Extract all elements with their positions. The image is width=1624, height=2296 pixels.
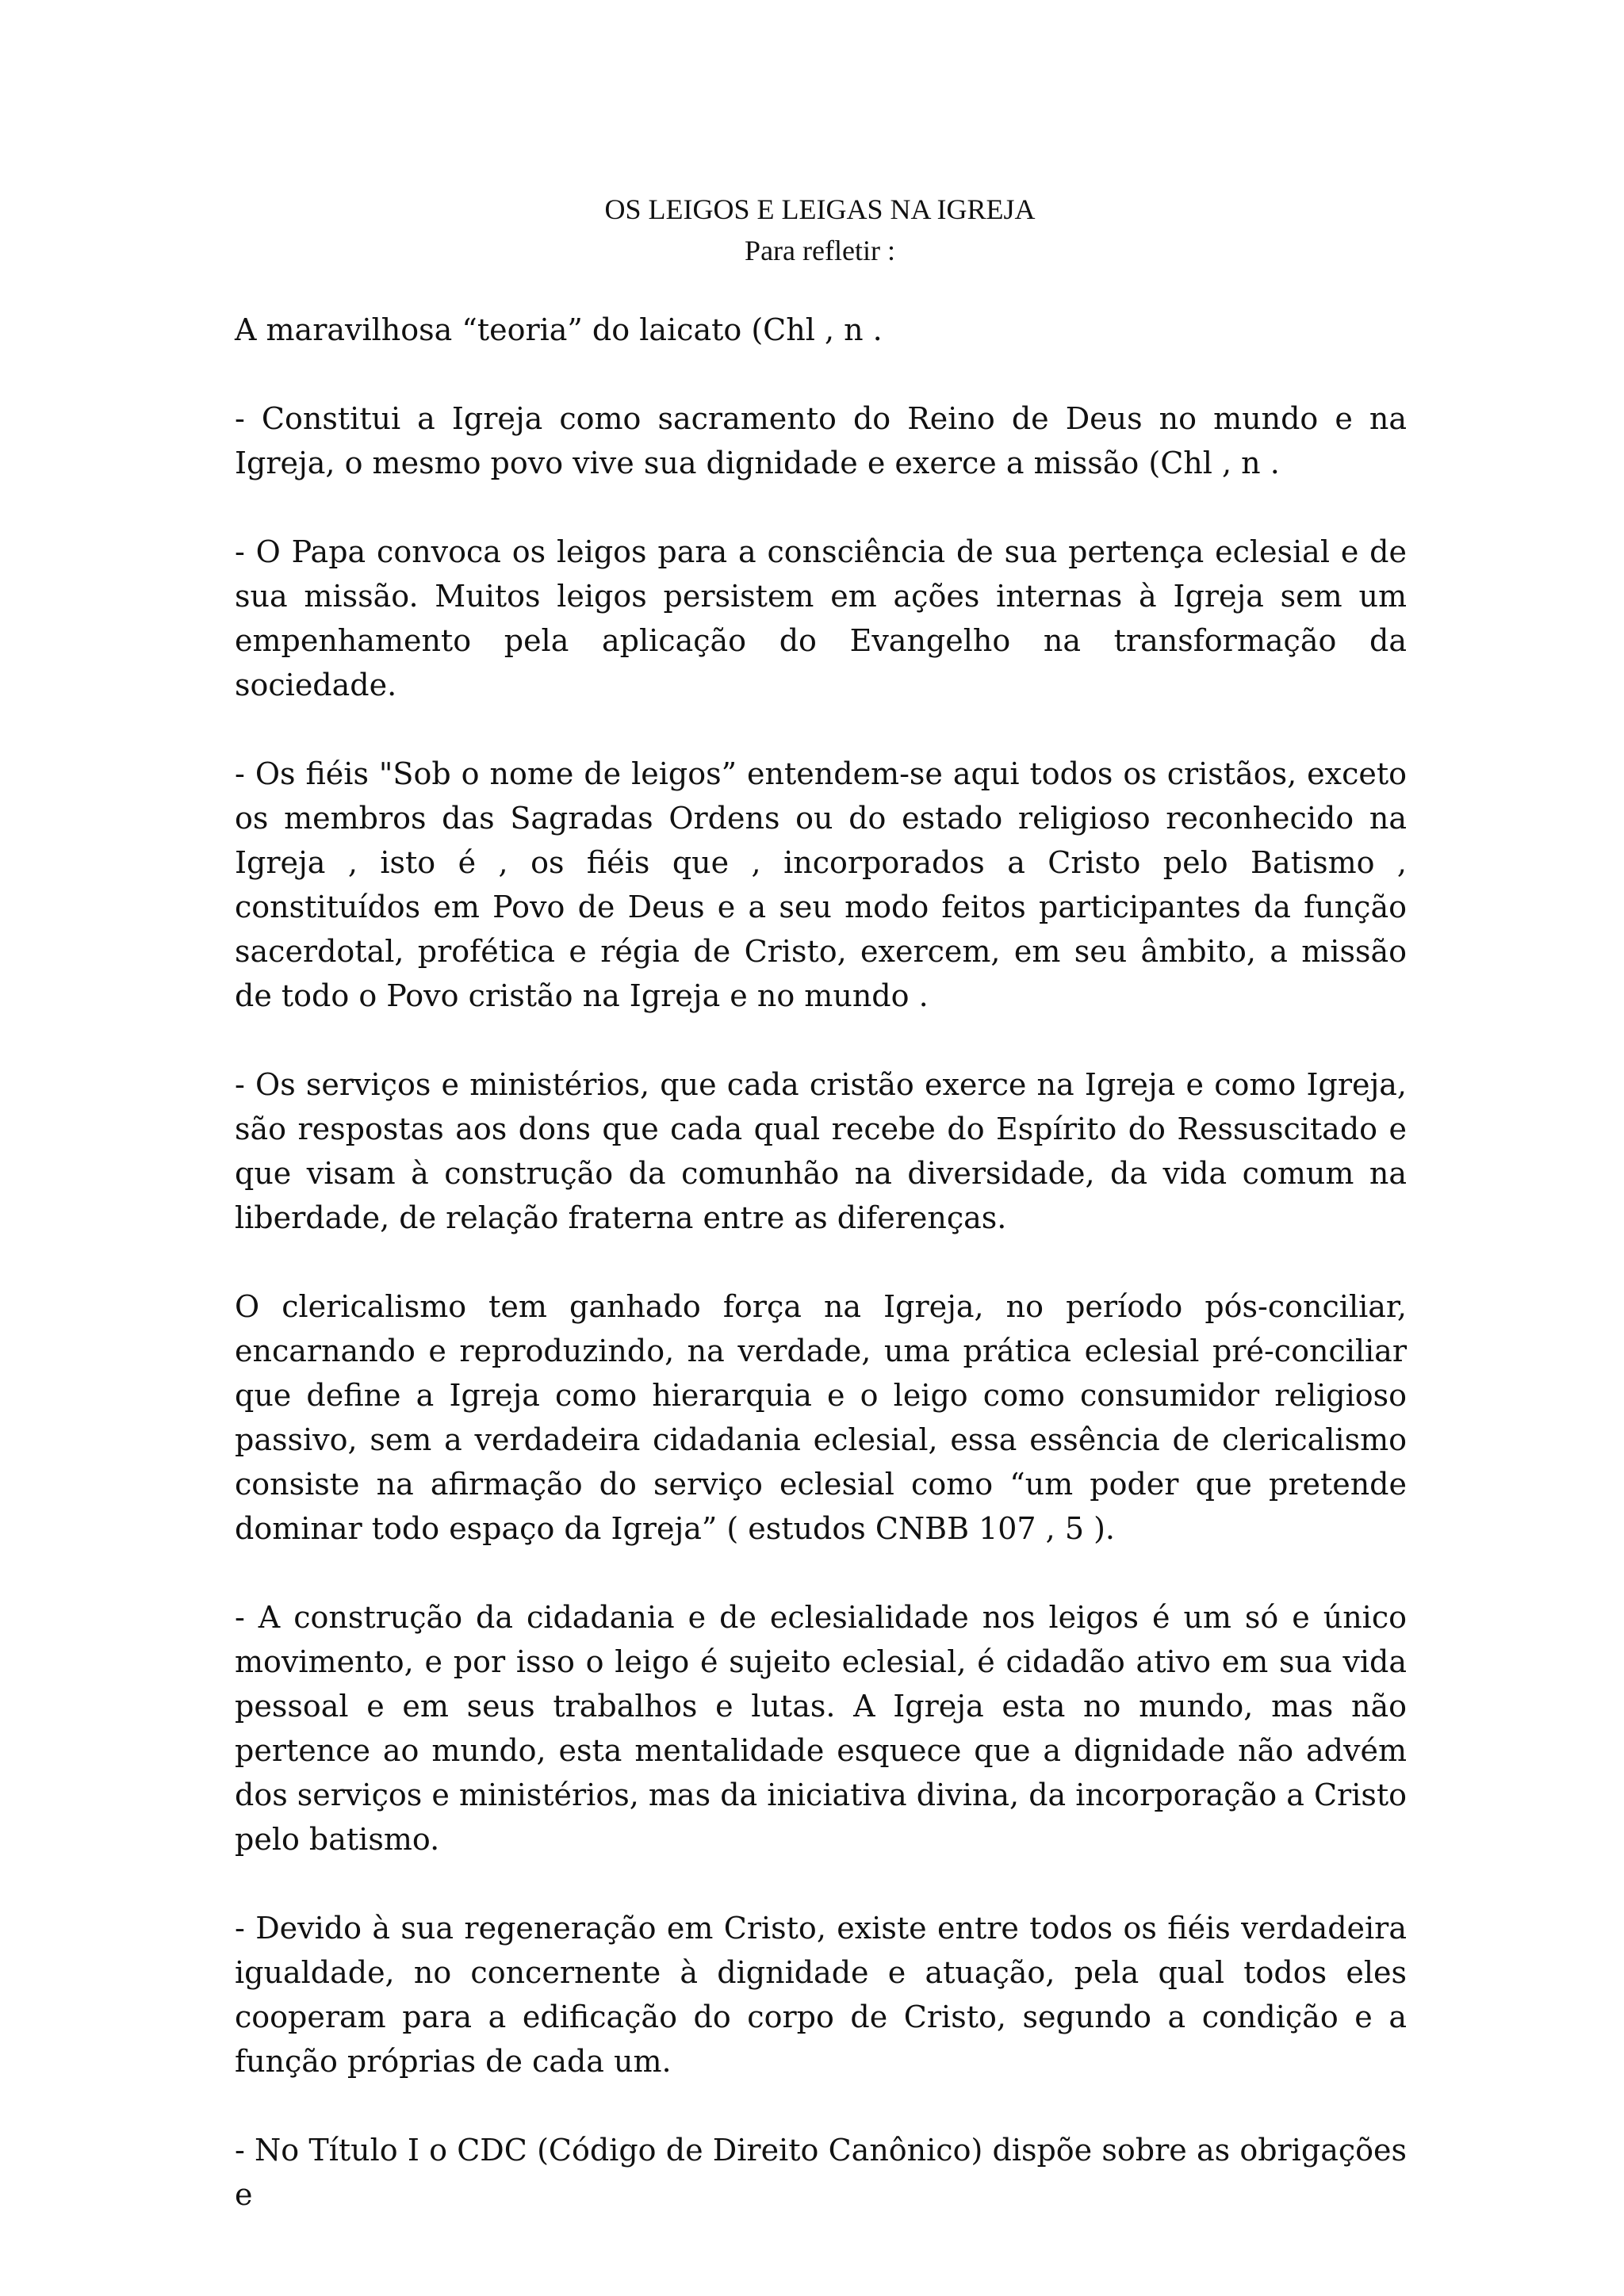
paragraph-sacramento: - Constitui a Igreja como sacramento do Reino de Deus no mundo e na Igreja, o mesmo povo vive sua dignidade e exerce a missão (Chl , n . — [235, 401, 1407, 480]
paragraph-regeneracao: - Devido à sua regeneração em Cristo, existe entre todos os fiéis verdadeira igualdade, no concernente à dignidade e atuação, pela qual todos eles cooperam para a edificação do corpo de Cristo, segundo a condição e a função próprias de cada um. — [235, 1911, 1407, 2079]
document-subtitle: Para refletir : — [745, 235, 895, 266]
document-body — [235, 308, 1407, 2217]
paragraph-servicos: - Os serviços e ministérios, que cada cristão exerce na Igreja e como Igreja, são respostas aos dons que cada qual recebe do Espírito do Ressuscitado e que visam à construção da comunhão na diversidade, da vida comum na liberdade, de relação fraterna entre as diferenças. — [235, 1067, 1407, 1235]
paragraph-intro: A maravilhosa “teoria” do laicato (Chl , n . — [235, 312, 883, 347]
document-title: OS LEIGOS E LEIGAS NA IGREJA — [604, 193, 1036, 225]
paragraph-cdc: - No Título I o CDC (Código de Direito Canônico) dispõe sobre as obrigações e — [235, 2133, 1407, 2212]
paragraph-fieis: - Os fiéis "Sob o nome de leigos” entendem-se aqui todos os cristãos, exceto os membros das Sagradas Ordens ou do estado religioso reconhecido na Igreja , isto é , os fiéis que , incorporados a Cristo pelo Batismo , constituídos em Povo de Deus e a seu modo feitos participantes da função sacerdotal, profética e régia de Cristo, exercem, em seu âmbito, a missão de todo o Povo cristão na Igreja e no mundo . — [235, 756, 1407, 1013]
paragraph-clericalismo: O clericalismo tem ganhado força na Igreja, no período pós-conciliar, encarnando e reproduzindo, na verdade, uma prática eclesial pré-conciliar que define a Igreja como hierarquia e o leigo como consumidor religioso passivo, sem a verdadeira cidadania eclesial, essa essência de clericalismo consiste na afirmação do serviço eclesial como “um poder que pretende dominar todo espaço da Igreja” ( estudos CNBB 107 , 5 ). — [235, 1289, 1407, 1546]
paragraph-papa: - O Papa convoca os leigos para a consciência de sua pertença eclesial e de sua missão. Muitos leigos persistem em ações internas à Igreja sem um empenhamento pela aplicação do Evangelho na transformação da sociedade. — [235, 534, 1407, 702]
paragraph-cidadania: - A construção da cidadania e de eclesialidade nos leigos é um só e único movimento, e por isso o leigo é sujeito eclesial, é cidadão ativo em sua vida pessoal e em seus trabalhos e lutas. A Igreja esta no mundo, mas não pertence ao mundo, esta mentalidade esquece que a dignidade não advém dos serviços e ministérios, mas da iniciativa divina, da incorporação a Cristo pelo batismo. — [235, 1600, 1407, 1857]
